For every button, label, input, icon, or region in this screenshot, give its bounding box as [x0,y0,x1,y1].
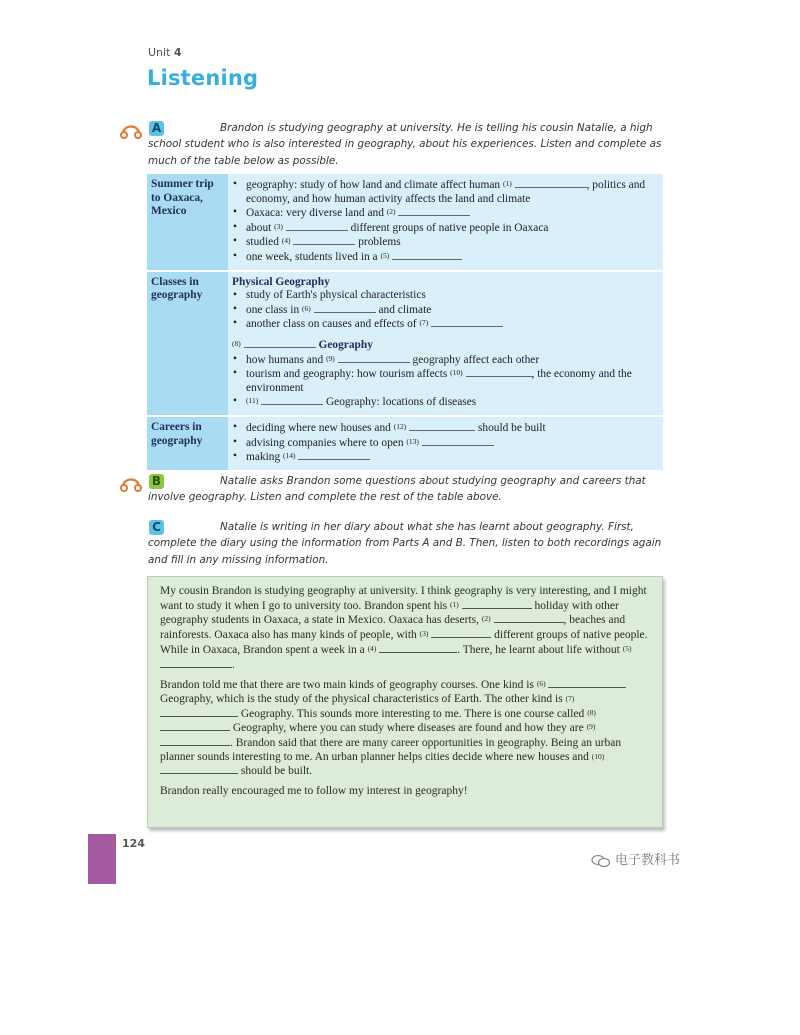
answer-blank[interactable] [431,628,491,638]
table-row [147,174,663,271]
answer-blank[interactable] [548,678,626,688]
diary-paragraph: Brandon really encouraged me to follow my interest in geography! [160,785,468,798]
list-item: • how humans and $^{(9)}$ geography affect each other [246,353,660,368]
answer-blank[interactable] [515,178,587,188]
answer-blank[interactable] [293,235,355,245]
list-item: • one class in $^{(6)}$ and climate [246,303,660,318]
part-a-badge: A [149,121,164,136]
diary-box [147,576,663,828]
answer-blank[interactable] [466,367,532,377]
subheading: Physical Geography [232,275,330,288]
headphones-icon[interactable] [118,120,146,142]
diary-paragraph: My cousin Brandon is studying geography at university. I think geography is very interesting, and I might want to study it when I go to university too. Brandon spent his $^{(1)}$ holiday with other geography students in Oaxaca, a state in Mexico. Oaxaca has deserts, $^{(2)}$ , beaches and rainforests. Oaxaca also has many kinds of people, with $^{(3)}$ different groups of native people. While in Oaxaca, Brandon spent a week in a $^{(4)}$ . There, he learnt about life without $^{(5)}$ . [160,585,648,671]
answer-blank[interactable] [298,450,370,460]
list-item: • advising companies where to open $^{(13)}$ [246,436,660,451]
list-item: • geography: study of how land and climate affect human $^{(1)}$ , politics and economy, and how human activity affects the land and climate [246,178,660,206]
page-color-bar [88,834,116,884]
list-item: • making $^{(14)}$ [246,450,660,465]
answer-blank[interactable] [286,221,348,231]
answer-blank[interactable] [261,395,323,405]
notes-table [147,174,663,472]
answer-blank[interactable] [409,421,475,431]
answer-blank[interactable] [379,643,457,653]
answer-blank[interactable] [160,764,238,774]
page-title: Listening [147,66,259,90]
list-item: • about $^{(3)}$ different groups of native people in Oaxaca [246,221,660,236]
row-label: Classes in geography [147,271,228,416]
list-item: • tourism and geography: how tourism affects $^{(10)}$ , the economy and the environment [246,367,660,395]
answer-blank[interactable] [160,658,232,668]
part-a-instruction [118,120,666,169]
page-number: 124 [122,837,145,850]
part-c-text: Natalie is writing in her diary about what she has learnt about geography. First, complete the diary using the information from Parts A and B. Then, listen to both recordings again and fill in any missing information. [148,521,662,566]
answer-blank[interactable] [338,353,410,363]
list-item: • one week, students lived in a $^{(5)}$ [246,250,660,265]
part-c-instruction [118,519,666,568]
row-content [228,416,663,471]
answer-blank[interactable] [160,707,238,717]
list-item: • $^{(11)}$ Geography: locations of diseases [246,395,660,410]
chat-bubble-icon [591,854,611,868]
row-label: Summer trip to Oaxaca, Mexico [147,174,228,271]
diary-paragraph: Brandon told me that there are two main kinds of geography courses. One kind is $^{(6)}$ Geography, which is the study of the physical characteristics of Earth. The other kind is $^{(7)}$ Geography. This sounds more interesting to me. There is one course called $^{(8)}$ Geography, where you can study where diseases are found and how they are $^{(9)}$ . Brandon said that there are many career opportunities in geography. Being an urban planner sounds interesting to me. An urban planner helps cities decide where new houses and $^{(10)}$ should be built. [160,678,651,779]
list-item: • deciding where new houses and $^{(12)}$ should be built [246,421,660,436]
part-b-instruction [118,473,666,506]
headphones-icon[interactable] [118,473,146,495]
answer-blank[interactable] [398,206,470,216]
answer-blank[interactable] [160,721,230,731]
table-row [147,271,663,416]
list-item: • another class on causes and effects of $^{(7)}$ [246,317,660,332]
answer-blank[interactable] [392,250,462,260]
answer-blank[interactable] [422,436,494,446]
table-row [147,416,663,471]
part-b-text: Natalie asks Brandon some questions about studying geography and careers that involve geography. Listen and complete the rest of the table above. [148,475,646,504]
row-content [228,174,663,271]
list-item: • studied $^{(4)}$ problems [246,235,660,250]
row-content [228,271,663,416]
row-label: Careers in geography [147,416,228,471]
answer-blank[interactable] [494,613,564,623]
unit-label: Unit 4 [148,46,182,59]
watermark: 电子教科书 [591,849,680,868]
part-a-text: Brandon is studying geography at university. He is telling his cousin Natalie, a high school student who is also interested in geography, about his experiences. Listen and complete as much of the table below as possible. [148,122,662,167]
answer-blank[interactable] [244,338,316,348]
list-item: • study of Earth's physical characteristics [246,289,660,303]
list-item: • Oaxaca: very diverse land and $^{(2)}$ [246,206,660,221]
subheading: $^{(8)}$ Geography [232,338,373,351]
part-c-badge: C [149,520,164,535]
answer-blank[interactable] [314,303,376,313]
answer-blank[interactable] [431,317,503,327]
answer-blank[interactable] [160,736,230,746]
part-b-badge: B [149,474,164,489]
answer-blank[interactable] [462,599,532,609]
